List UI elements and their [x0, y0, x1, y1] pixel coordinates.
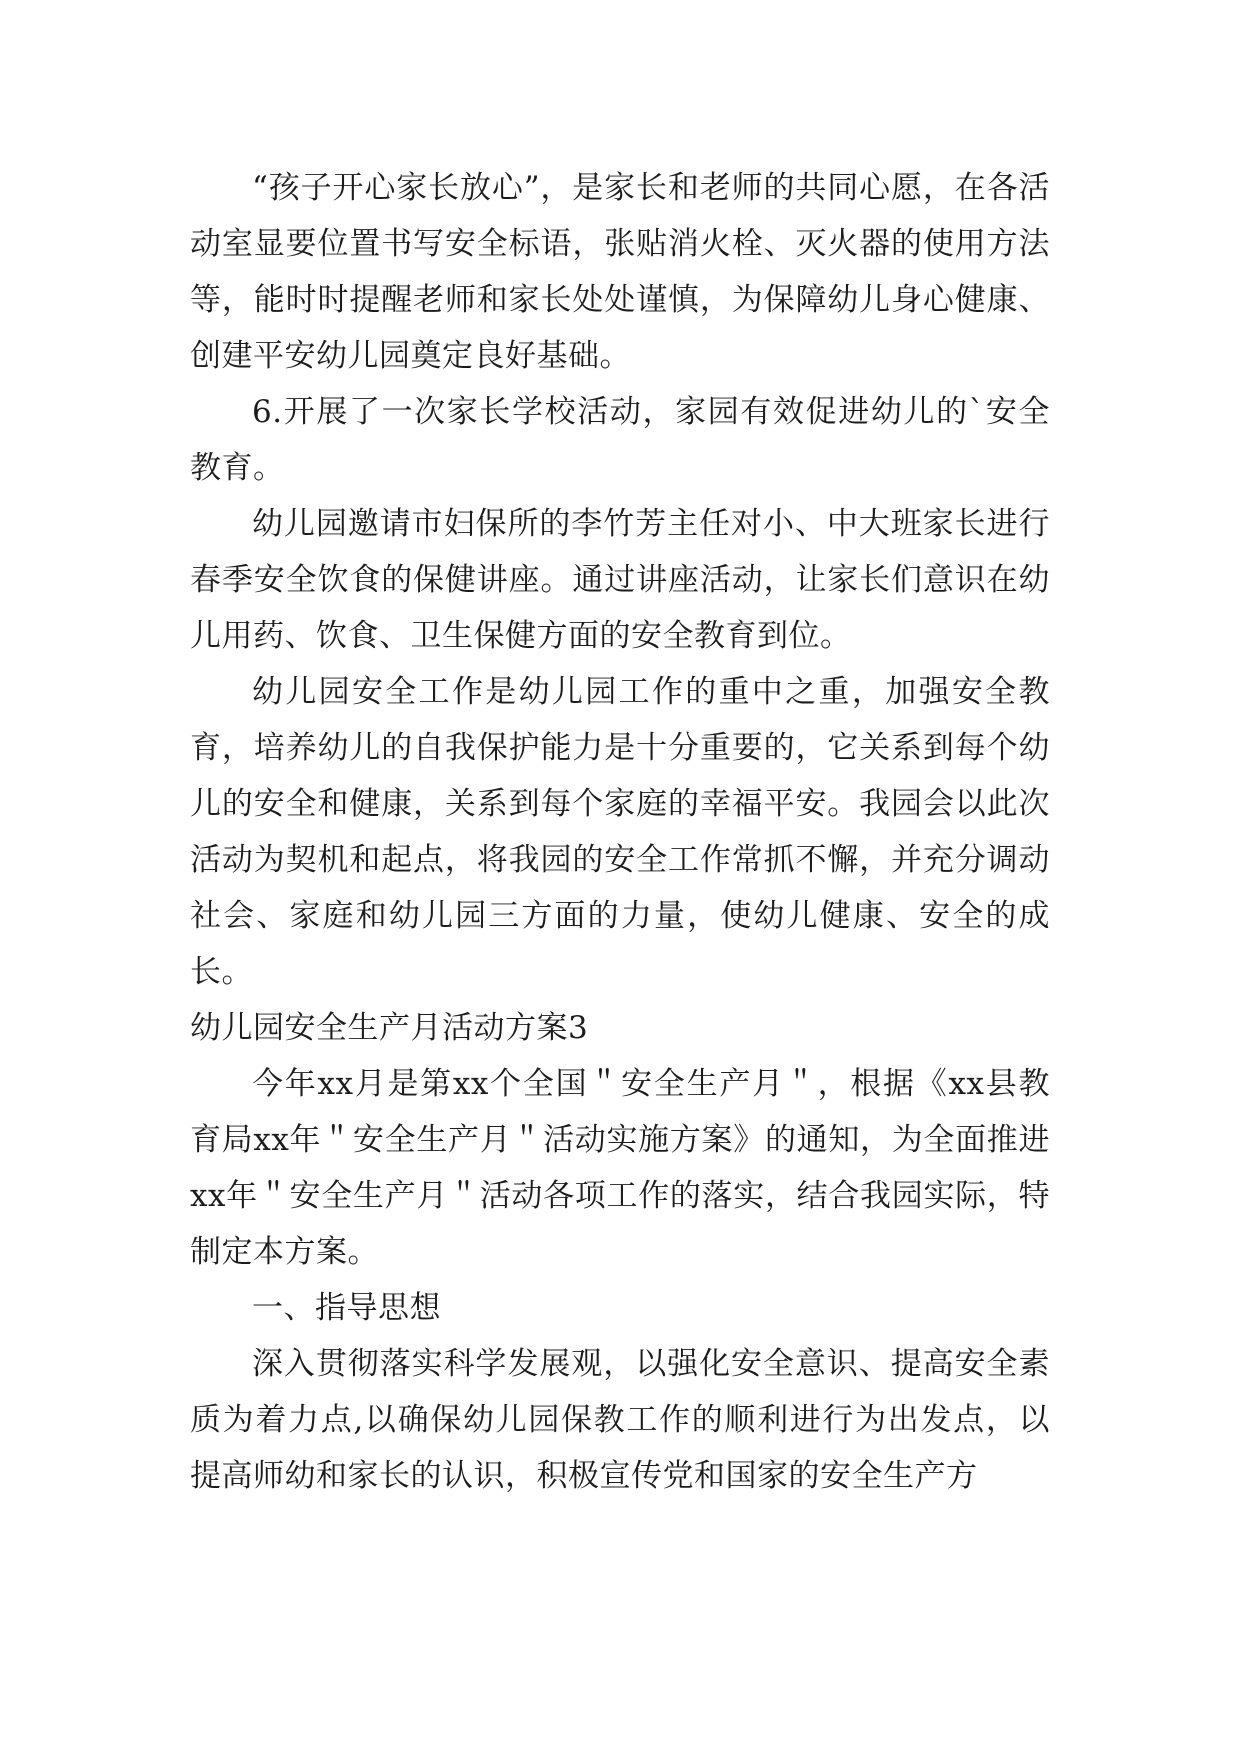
- paragraph-parent-school-activity: 6.开展了一次家长学校活动，家园有效促进幼儿的`安全教育。: [190, 394, 1050, 486]
- paragraph-health-lecture: 幼儿园邀请市妇保所的李竹芳主任对小、中大班家长进行春季安全饮食的保健讲座。通过讲座活动，让家长们意识在幼儿用药、饮食、卫生保健方面的安全教育到位。: [190, 506, 1050, 654]
- document-body: [190, 160, 1050, 1504]
- paragraph-safety-slogans: “孩子开心家长放心”，是家长和老师的共同心愿，在各活动室显要位置书写安全标语，张贴消火栓、灭火器的使用方法等，能时时提醒老师和家长处处谨慎，为保障幼儿身心健康、创建平安幼儿园奠定良好基础。: [190, 170, 1050, 374]
- paragraph-plan-intro: 今年xx月是第xx个全国＂安全生产月＂，根据《xx县教育局xx年＂安全生产月＂活动实施方案》的通知，为全面推进xx年＂安全生产月＂活动各项工作的落实，结合我园实际，特制定本方案。: [190, 1066, 1050, 1270]
- paragraph-safety-summary: 幼儿园安全工作是幼儿园工作的重中之重，加强安全教育，培养幼儿的自我保护能力是十分重要的，它关系到每个幼儿的安全和健康，关系到每个家庭的幸福平安。我园会以此次活动为契机和起点，将我园的安全工作常抓不懈，并充分调动社会、家庭和幼儿园三方面的力量，使幼儿健康、安全的成长。: [190, 674, 1050, 990]
- paragraph-guiding-ideology: 深入贯彻落实科学发展观，以强化安全意识、提高安全素质为着力点,以确保幼儿园保教工作的顺利进行为出发点，以提高师幼和家长的认识，积极宣传党和国家的安全生产方: [190, 1346, 1050, 1494]
- section-heading: 幼儿园安全生产月活动方案3: [190, 1010, 589, 1046]
- subheading-guiding-ideology: 一、指导思想: [252, 1290, 441, 1326]
